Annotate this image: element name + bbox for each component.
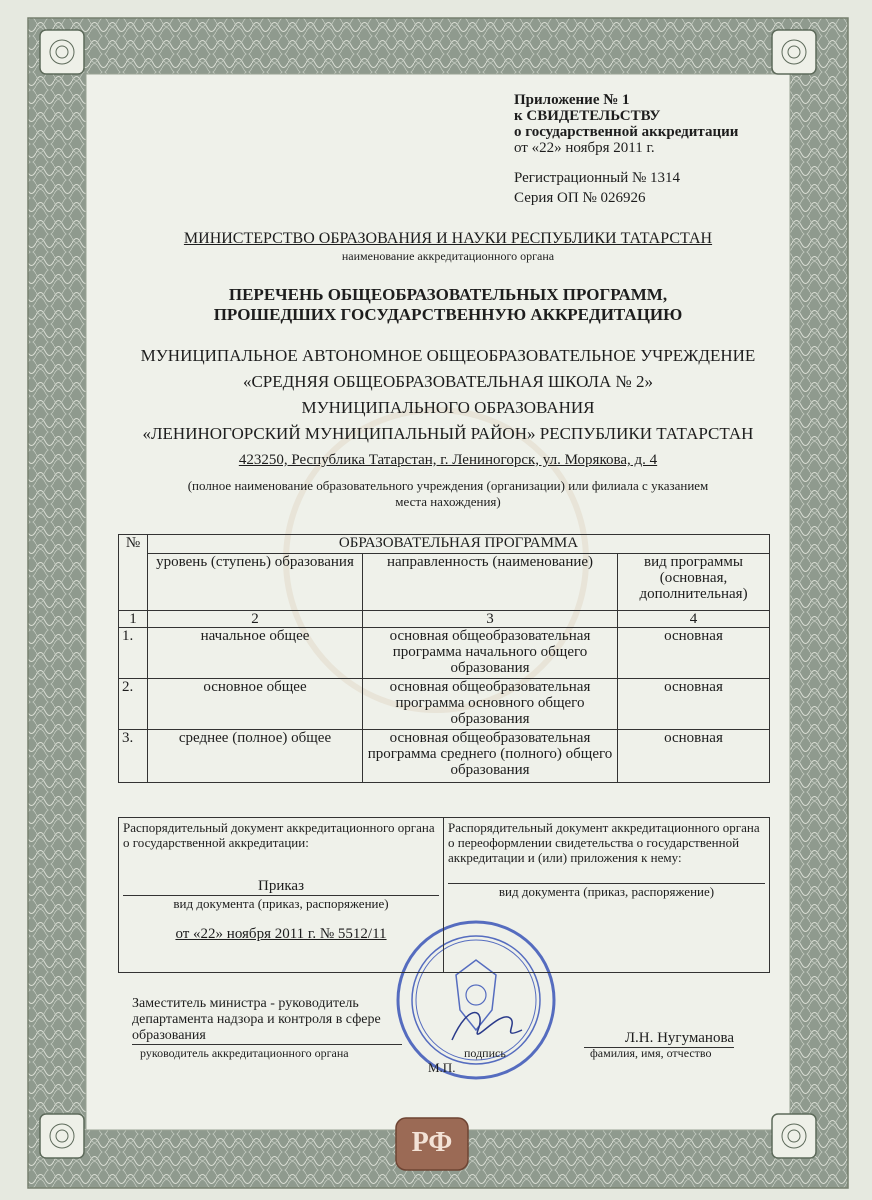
table-subheader-row xyxy=(119,554,770,611)
authority-name: МИНИСТЕРСТВО ОБРАЗОВАНИЯ И НАУКИ РЕСПУБЛИКИ ТАТАРСТАН xyxy=(183,230,713,247)
col-direction-header: направленность (наименование) xyxy=(363,554,618,611)
signatory-position xyxy=(132,996,402,1045)
institution-caption-line-2: места нахождения) xyxy=(395,494,501,509)
stamp-place-mark: М.П. xyxy=(428,1060,456,1075)
col-level-header: уровень (ступень) образования xyxy=(148,554,363,611)
table-number-row xyxy=(119,611,770,628)
name-caption: фамилия, имя, отчество xyxy=(590,1046,712,1060)
row-direction: основная общеобразовательная программа начального общего образования xyxy=(363,628,618,679)
series-number: Серия ОП № 026926 xyxy=(514,190,646,206)
title-line-2: ПРОШЕДШИХ ГОСУДАРСТВЕННУЮ АККРЕДИТАЦИЮ xyxy=(213,305,683,324)
title-line-1: ПЕРЕЧЕНЬ ОБЩЕОБРАЗОВАТЕЛЬНЫХ ПРОГРАММ, xyxy=(228,285,668,304)
row-type: основная xyxy=(618,730,770,783)
row-no: 2. xyxy=(119,679,148,730)
col-number: 2 xyxy=(148,611,363,628)
corner-ornament-br xyxy=(772,1114,816,1158)
position-line-1: Заместитель министра - руководитель xyxy=(132,996,359,1011)
decree-left-cell xyxy=(119,818,444,973)
decree-doc-type: Приказ xyxy=(123,878,439,896)
institution-line-2: «СРЕДНЯЯ ОБЩЕОБРАЗОВАТЕЛЬНАЯ ШКОЛА № 2» xyxy=(242,372,654,391)
appendix-line-2: к СВИДЕТЕЛЬСТВУ xyxy=(514,108,661,124)
col-number: 3 xyxy=(363,611,618,628)
position-line-3: образования xyxy=(132,1028,402,1045)
position-caption: руководитель аккредитационного органа xyxy=(140,1046,349,1060)
document-title xyxy=(120,285,776,325)
table-row xyxy=(119,679,770,730)
corner-ornament-bl xyxy=(40,1114,84,1158)
decree-table xyxy=(118,817,770,973)
appendix-header xyxy=(514,92,738,140)
institution-line-4: «ЛЕНИНОГОРСКИЙ МУНИЦИПАЛЬНЫЙ РАЙОН» РЕСПУБЛИКИ ТАТАРСТАН xyxy=(142,424,754,443)
institution-line-1: МУНИЦИПАЛЬНОЕ АВТОНОМНОЕ ОБЩЕОБРАЗОВАТЕЛЬНОЕ УЧРЕЖДЕНИЕ xyxy=(140,346,756,365)
row-level: среднее (полное) общее xyxy=(148,730,363,783)
col-type-header: вид программы (основная, дополнительная) xyxy=(618,554,770,611)
signature-caption: подпись xyxy=(464,1046,506,1060)
institution-caption xyxy=(120,478,776,510)
row-type: основная xyxy=(618,679,770,730)
decree-right-caption: Распорядительный документ аккредитационного органа о переоформлении свидетельства о государственной аккредитации и (или) приложения к нему: xyxy=(448,820,760,865)
institution-line-3: МУНИЦИПАЛЬНОГО ОБРАЗОВАНИЯ xyxy=(301,398,595,417)
col-no-header: № xyxy=(119,535,148,611)
decree-right-cell xyxy=(444,818,770,973)
programs-table xyxy=(118,534,770,783)
row-type: основная xyxy=(618,628,770,679)
table-row xyxy=(119,628,770,679)
corner-ornament-tr xyxy=(772,30,816,74)
rf-emblem: РФ xyxy=(411,1127,453,1158)
appendix-line-1: Приложение № 1 xyxy=(514,92,630,108)
signatory-name: Л.Н. Нугуманова xyxy=(584,1030,734,1048)
row-direction: основная общеобразовательная программа среднего (полного) общего образования xyxy=(363,730,618,783)
col-number: 4 xyxy=(618,611,770,628)
appendix-date: от «22» ноября 2011 г. xyxy=(514,140,655,156)
institution-name xyxy=(110,343,786,447)
institution-address: 423250, Республика Татарстан, г. Лениногорск, ул. Морякова, д. 4 xyxy=(238,452,658,468)
table-header-row xyxy=(119,535,770,554)
registration-number: Регистрационный № 1314 xyxy=(514,170,681,186)
position-line-2: департамента надзора и контроля в сфере xyxy=(132,1012,381,1027)
authority-caption: наименование аккредитационного органа xyxy=(341,249,555,263)
corner-ornament-tl xyxy=(40,30,84,74)
row-no: 3. xyxy=(119,730,148,783)
decree-doc-date: от «22» ноября 2011 г. № 5512/11 xyxy=(175,926,387,942)
institution-caption-line-1: (полное наименование образовательного учреждения (организации) или филиала с указанием xyxy=(187,478,709,493)
row-level: основное общее xyxy=(148,679,363,730)
decree-right-doc-caption: вид документа (приказ, распоряжение) xyxy=(498,884,715,899)
decree-left-caption: Распорядительный документ аккредитационного органа о государственной аккредитации: xyxy=(123,820,435,850)
appendix-line-3: о государственной аккредитации xyxy=(514,124,739,140)
col-number: 1 xyxy=(119,611,148,628)
table-row xyxy=(119,730,770,783)
row-direction: основная общеобразовательная программа основного общего образования xyxy=(363,679,618,730)
row-level: начальное общее xyxy=(148,628,363,679)
decree-doc-type-caption: вид документа (приказ, распоряжение) xyxy=(173,896,389,911)
row-no: 1. xyxy=(119,628,148,679)
program-header: ОБРАЗОВАТЕЛЬНАЯ ПРОГРАММА xyxy=(148,535,770,554)
